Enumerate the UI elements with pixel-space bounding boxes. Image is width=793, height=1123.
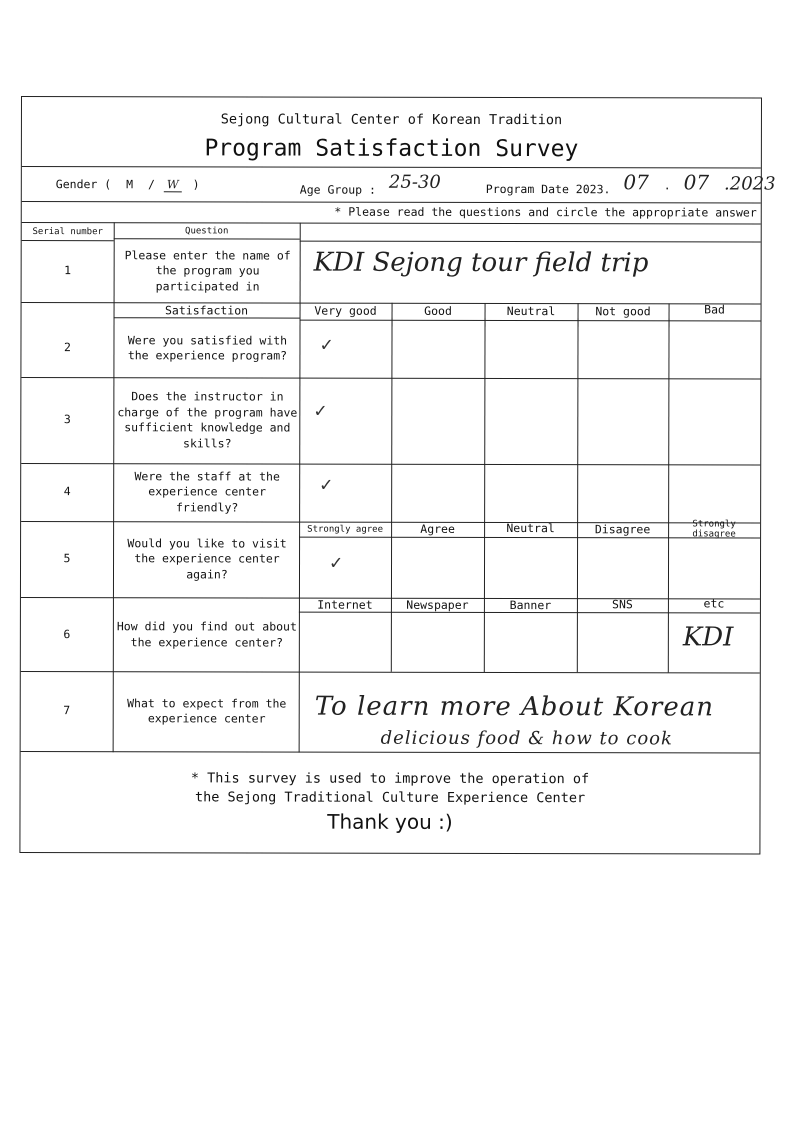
question-2: Were you satisfied with the experience program? — [127, 332, 288, 363]
satisfaction-header: Satisfaction — [164, 303, 249, 318]
option-banner: Banner — [509, 597, 552, 612]
serial-3: 3 — [63, 412, 71, 427]
gender-field: Gender ( M / W ) — [55, 177, 200, 192]
option-sns: SNS — [612, 596, 633, 612]
question-5: Would you like to visit the experience center again? — [127, 535, 287, 582]
serial-number-header: Serial number — [32, 227, 103, 238]
footer-note-line1: * This survey is used to improve the operation of — [190, 770, 590, 788]
option-good: Good — [424, 303, 452, 318]
option-newspaper: Newspaper — [406, 597, 469, 612]
org-name: Sejong Cultural Center of Korean Tradition — [220, 111, 563, 129]
option-strongly-agree: Strongly agree — [307, 524, 384, 535]
question-6: How did you find out about the experience center? — [116, 619, 297, 650]
expectation-answer-line1: To learn more About Korean — [314, 691, 715, 723]
date-day: 07 — [683, 170, 710, 195]
question-7: What to expect from the experience center — [127, 695, 287, 726]
serial-4: 4 — [63, 484, 71, 499]
q4-checkmark: ✓ — [319, 475, 334, 496]
q2-checkmark: ✓ — [319, 335, 334, 356]
serial-7: 7 — [63, 703, 71, 718]
option-strongly-disagree: Strongly disagree — [692, 518, 736, 539]
instruction-text: * Please read the questions and circle the appropriate answer — [334, 204, 757, 220]
option-agree: Agree — [420, 522, 455, 537]
option-neutral: Neutral — [506, 303, 556, 318]
serial-6: 6 — [63, 626, 71, 641]
option-internet: Internet — [317, 597, 373, 612]
expectation-answer-line2: delicious food & how to cook — [380, 727, 673, 750]
serial-5: 5 — [63, 551, 71, 566]
program-date-field: Program Date 2023. 07 . 07 .2023 — [485, 170, 776, 197]
option-etc: etc — [703, 596, 725, 611]
option-neutral-agree: Neutral — [506, 521, 555, 536]
q5-checkmark: ✓ — [329, 553, 344, 574]
serial-2: 2 — [63, 340, 71, 355]
survey-form — [19, 96, 776, 855]
question-1: Please enter the name of the program you participated in — [124, 247, 291, 294]
thank-you-text: Thank you :) — [327, 809, 453, 834]
age-group-value: 25-30 — [388, 171, 441, 193]
question-header: Question — [185, 226, 229, 237]
date-year: .2023 — [724, 173, 776, 195]
q3-checkmark: ✓ — [313, 401, 328, 422]
gender-value: W — [164, 177, 182, 192]
option-disagree: Disagree — [594, 522, 651, 537]
form-title: Program Satisfaction Survey — [204, 135, 579, 163]
option-bad: Bad — [704, 302, 725, 317]
question-4: Were the staff at the experience center friendly? — [134, 468, 280, 515]
date-month: 07 — [623, 170, 649, 195]
program-name-answer: KDI Sejong tour field trip — [313, 247, 649, 279]
footer-note-line2: the Sejong Traditional Culture Experience Center — [194, 789, 586, 807]
question-3: Does the instructor in charge of the program have sufficient knowledge and skills? — [117, 389, 298, 450]
source-etc-answer: KDI — [682, 622, 734, 653]
option-very-good: Very good — [314, 303, 377, 318]
option-not-good: Not good — [595, 303, 651, 319]
serial-1: 1 — [64, 263, 72, 278]
age-group-field: Age Group : 25-30 — [299, 171, 441, 197]
